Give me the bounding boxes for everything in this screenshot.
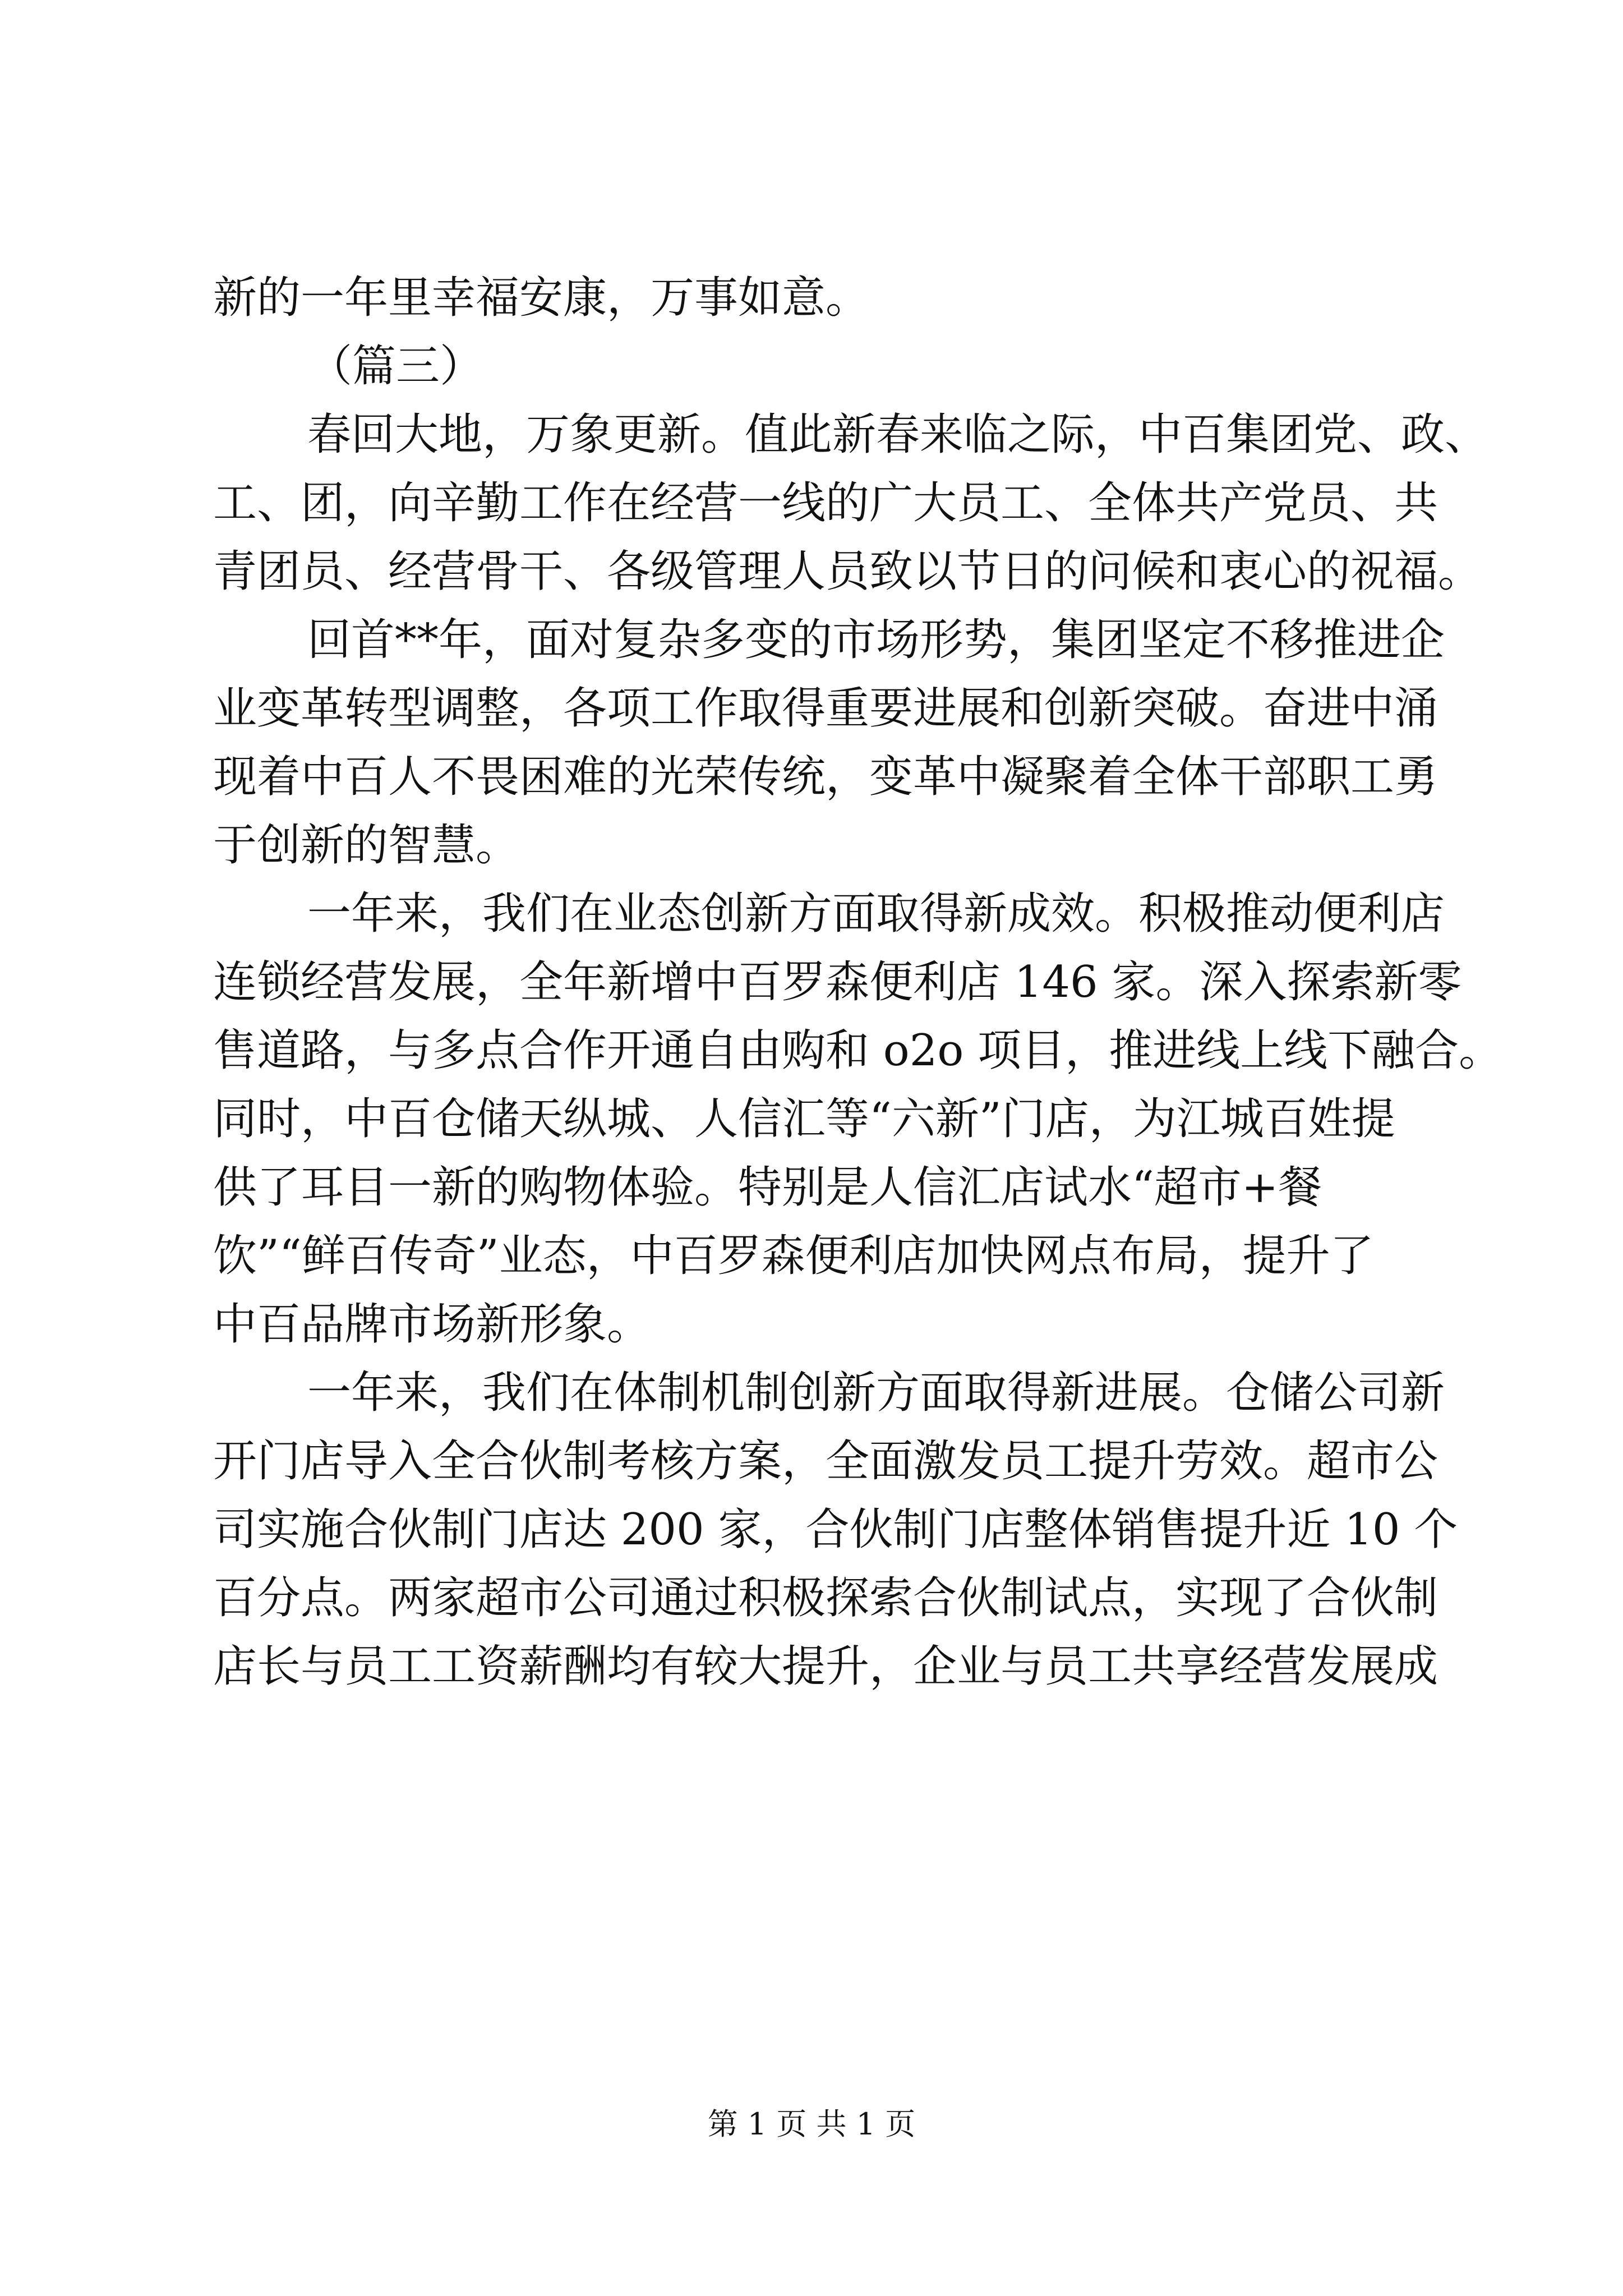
paragraph-line: 工、团，向辛勤工作在经营一线的广大员工、全体共产党员、共 bbox=[213, 478, 1438, 528]
paragraph-line: 店长与员工工资薪酬均有较大提升，企业与员工共享经营发展成 bbox=[213, 1641, 1438, 1692]
paragraph-line: 青团员、经营骨干、各级管理人员致以节日的问候和衷心的祝福。 bbox=[213, 546, 1482, 597]
paragraph-line: 连锁经营发展，全年新增中百罗森便利店 146 家。深入探索新零 bbox=[213, 957, 1462, 1007]
paragraph-line: 回首**年，面对复杂多变的市场形势，集团坚定不移推进企 bbox=[307, 615, 1445, 665]
paragraph-line: 于创新的智慧。 bbox=[213, 820, 520, 871]
paragraph-3 bbox=[213, 880, 1503, 1359]
paragraph-line: 一年来，我们在体制机制创新方面取得新进展。仓储公司新 bbox=[307, 1368, 1445, 1418]
paragraph-line: 业变革转型调整，各项工作取得重要进展和创新突破。奋进中涌 bbox=[213, 683, 1438, 734]
page-footer: 第 1 页 共 1 页 bbox=[707, 2106, 916, 2142]
paragraph-line: 现着中百人不畏困难的光荣传统，变革中凝聚着全体干部职工勇 bbox=[213, 752, 1438, 802]
section-heading: （篇三） bbox=[308, 341, 484, 392]
paragraph-line: 一年来，我们在业态创新方面取得新成效。积极推动便利店 bbox=[307, 889, 1445, 939]
paragraph-2 bbox=[213, 606, 1445, 880]
paragraph-line: 司实施合伙制门店达 200 家，合伙制门店整体销售提升近 10 个 bbox=[213, 1504, 1458, 1555]
paragraph-line: 供了耳目一新的购物体验。特别是人信汇店试水“超市+餐 bbox=[213, 1162, 1322, 1213]
paragraph-line: 百分点。两家超市公司通过积极探索合伙制试点，实现了合伙制 bbox=[213, 1573, 1438, 1623]
paragraph-line: 中百品牌市场新形象。 bbox=[213, 1299, 651, 1350]
paragraph-line: 春回大地，万象更新。值此新春来临之际，中百集团党、政、 bbox=[307, 409, 1489, 460]
paragraph-line: 售道路，与多点合作开通自由购和 o2o 项目，推进线上线下融合。 bbox=[213, 1025, 1503, 1076]
paragraph-line: 饮”“鲜百传奇”业态，中百罗森便利店加快网点布局，提升了 bbox=[213, 1231, 1374, 1281]
paragraph-line: 开门店导入全合伙制考核方案，全面激发员工提升劳效。超市公 bbox=[213, 1436, 1438, 1487]
paragraph-1 bbox=[213, 401, 1489, 606]
paragraph-line: 同时，中百仓储天纵城、人信汇等“六新”门店，为江城百姓提 bbox=[213, 1094, 1395, 1144]
continuation-line: 新的一年里幸福安康，万事如意。 bbox=[213, 273, 870, 323]
paragraph-4 bbox=[213, 1359, 1458, 1701]
